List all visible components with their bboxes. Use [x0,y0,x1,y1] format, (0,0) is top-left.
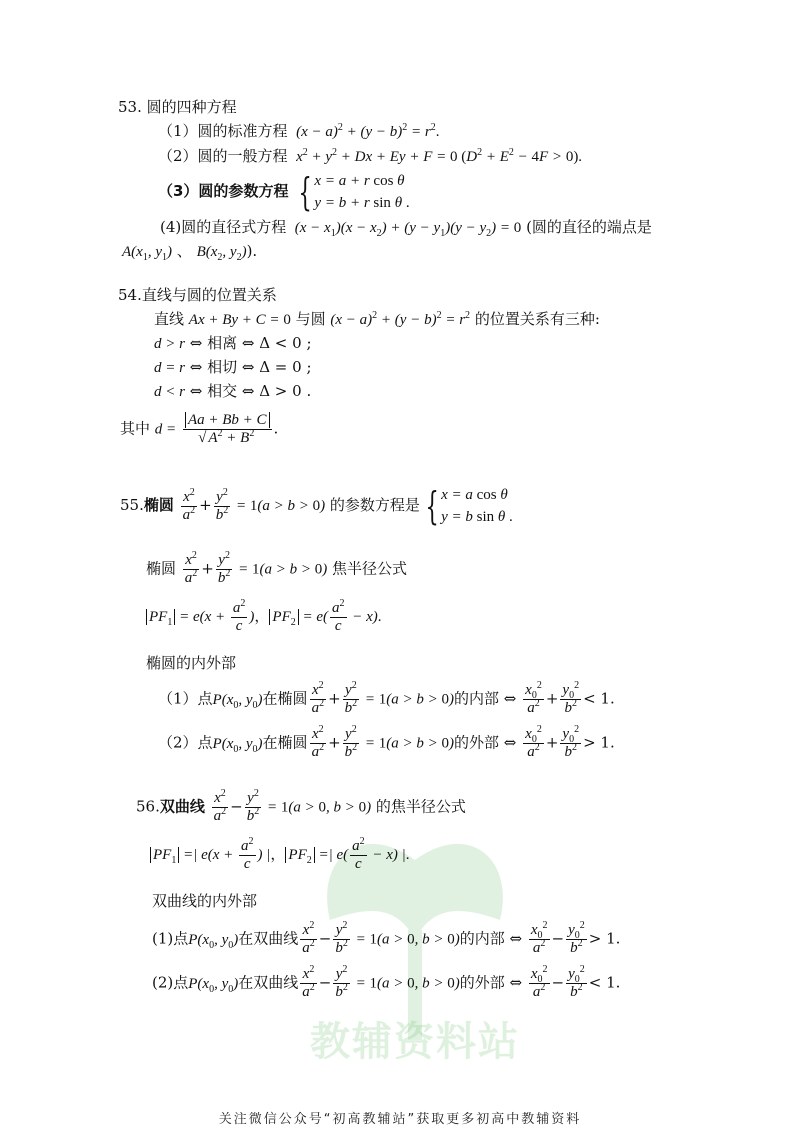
eq-line: Ax + By + C = 0 [188,312,291,328]
eq-circle-general: $x^2 + y^2 + Dx + Ey + F = 0$ $(D^2 + E^2 - 4F > 0)$. [292,147,583,165]
sec54-intro [154,308,600,331]
eq-circle: $(x - a)^2 + (y - b)^2 = r^2$ [330,310,471,328]
sec55-in2-c: 的外部 [454,733,500,752]
distance-fraction: $\frac{Aa + Bb + C}{√ A^2 + B^2}$ [183,412,272,447]
close-paren: ). [246,242,258,260]
sec56-focal-text: 的焦半径公式 [375,797,466,816]
sec54-intro-c: 的位置关系有三种: [474,310,600,328]
sec55-ellipse: 椭圆 [143,496,174,514]
sec53-item3-label: （3）圆的参数方程 [158,182,289,200]
sec53-item1-label: （1）圆的标准方程 [158,122,288,140]
sec55-focal-text: 焦半径公式 [332,559,408,578]
sec53-item3 [158,170,410,214]
eq-hyperbola-focal-radius: $PF_1$ =| e(x + $\frac{a^2}{c}$ ) |， $PF_2$ =| e( $\frac{a^2}{c}$ − x) |. [150,838,410,873]
sec56-title: 56.双曲线 $\frac{x^2}{a^2}$ − $\frac{y^2}{b^2}$ = 1(a > 0, b > 0) 的焦半径公式 [136,788,466,824]
sec56-in2-c: 的外部 [459,973,505,992]
eq-circle-standard: $(x - a)^2 + (y - b)^2 = r^2$. [292,122,440,140]
sec53-item4 [160,216,652,239]
sec53-item2-label: （2）圆的一般方程 [158,147,288,165]
separator: 、 [176,242,192,260]
sec54-case3: d < r ⇔ 相交 ⇔ Δ > 0 . [154,382,312,400]
sec56-inner1: (1)点$P(x_0$, $y_0$)在双曲线 $\frac{x^2}{a^2}$ − $\frac{y^2}{b^2}$ = 1(a > 0, b > 0)的内部 ⇔ $\frac{x_0^2}{a^2}$ − $\frac{y_0^2}{b^2}$ > 1. [152,920,621,956]
sec54-title: 54.直线与圆的位置关系 [118,286,277,304]
sec54-intro-a: 直线 [154,310,185,328]
footer-note: 关注微信公众号“初高教辅站”获取更多初高中教辅资料 [218,1112,582,1127]
sec56-hyperbola: 双曲线 [159,797,205,816]
sec55-focal: 椭圆 $\frac{x^2}{a^2}$ + $\frac{y^2}{b^2}$ = 1(a > b > 0) 焦半径公式 [146,550,408,586]
sec55-in1-a: （1）点 [158,689,213,708]
brace: { [298,170,312,214]
sec55-in1-c: 的内部 [454,689,500,708]
sec56-num: 56. [136,797,160,816]
sec53-item2 [158,145,582,168]
eq-ellipse-param: x = a cos θ y = b sin θ . [441,487,513,525]
watermark-text: 教辅资料站 [310,1019,520,1065]
sec53-title: 53. 圆的四种方程 [118,98,237,116]
sec55-in2-a: （2）点 [158,733,213,752]
sec53-item1 [158,120,439,143]
eq-circle-diameter: $(x - x_1)(x - x_2) + (y - y_1)(y - y_2) = 0$ [291,220,522,239]
sec56-in2-a: (2)点 [152,973,189,992]
sec54-intro-b: 与圆 [295,310,326,328]
sec55-title: 55.椭圆 $\frac{x^2}{a^2}$ + $\frac{y^2}{b^2}$ = 1(a > b > 0) 的参数方程是 { x = a cos θ y = b sin θ . [120,484,513,528]
sec54-where: 其中 [120,419,151,438]
sec55-in1-b: 在椭圆 [262,689,308,708]
sec55-num: 55. [120,496,144,514]
sec56-in2-b: 在双曲线 [238,973,299,992]
sec55-inner2: （2）点$P(x_0$, $y_0$)在椭圆 $\frac{x^2}{a^2}$ + $\frac{y^2}{b^2}$ = 1(a > b > 0)的外部 ⇔ $\frac{x_0^2}{a^2}$ + $\frac{y_0^2}{b^2}$ > 1. [158,724,615,760]
sec55-inner1: （1）点$P(x_0$, $y_0$)在椭圆 $\frac{x^2}{a^2}$ + $\frac{y^2}{b^2}$ = 1(a > b > 0)的内部 ⇔ $\frac{x_0^2}{a^2}$ + $\frac{y_0^2}{b^2}$ < 1. [158,680,615,716]
sec56-in1-c: 的内部 [459,929,505,948]
sec53-item4-note: (圆的直径的端点是 [526,218,652,236]
sec56-inner2: (2)点$P(x_0$, $y_0$)在双曲线 $\frac{x^2}{a^2}$ − $\frac{y^2}{b^2}$ = 1(a > 0, b > 0)的外部 ⇔ $\frac{x_0^2}{a^2}$ − $\frac{y_0^2}{b^2}$ < 1. [152,964,621,1000]
sec55-in2-b: 在椭圆 [262,733,308,752]
sec54-distance: 其中 d = $\frac{Aa + Bb + C}{√ A^2 + B^2}$ . [120,412,279,446]
sec56-in1-b: 在双曲线 [238,929,299,948]
sec55-inner-title: 椭圆的内外部 [146,654,237,672]
sec56-in1-a: (1)点 [152,929,189,948]
sec54-case1: d > r ⇔ 相离 ⇔ Δ < 0 ; [154,334,312,352]
eq-circle-param: x = a + r cos θ y = b + r sin θ . [314,173,410,211]
sec54-case2: d = r ⇔ 相切 ⇔ Δ = 0 ; [154,358,312,376]
sec53-item4-label: (4)圆的直径式方程 [160,218,287,236]
sec53-endpoints: $A(x_1$, $y_1$) 、 $B(x_2$, $y_2$)). [122,242,258,263]
sec55-param-text: 的参数方程是 [329,496,420,514]
case-intersect: 相交 [207,382,238,400]
sec56-inner-title: 双曲线的内外部 [152,892,258,910]
sec55-focal-prefix: 椭圆 [146,559,177,578]
case-separate: 相离 [207,334,238,352]
case-tangent: 相切 [207,358,238,376]
eq-ellipse-focal-radius: $PF_1 = e(x$ + $\frac{a^2}{c}$ )， $PF_2 = e$( $\frac{a^2}{c}$ − x). [146,600,382,635]
